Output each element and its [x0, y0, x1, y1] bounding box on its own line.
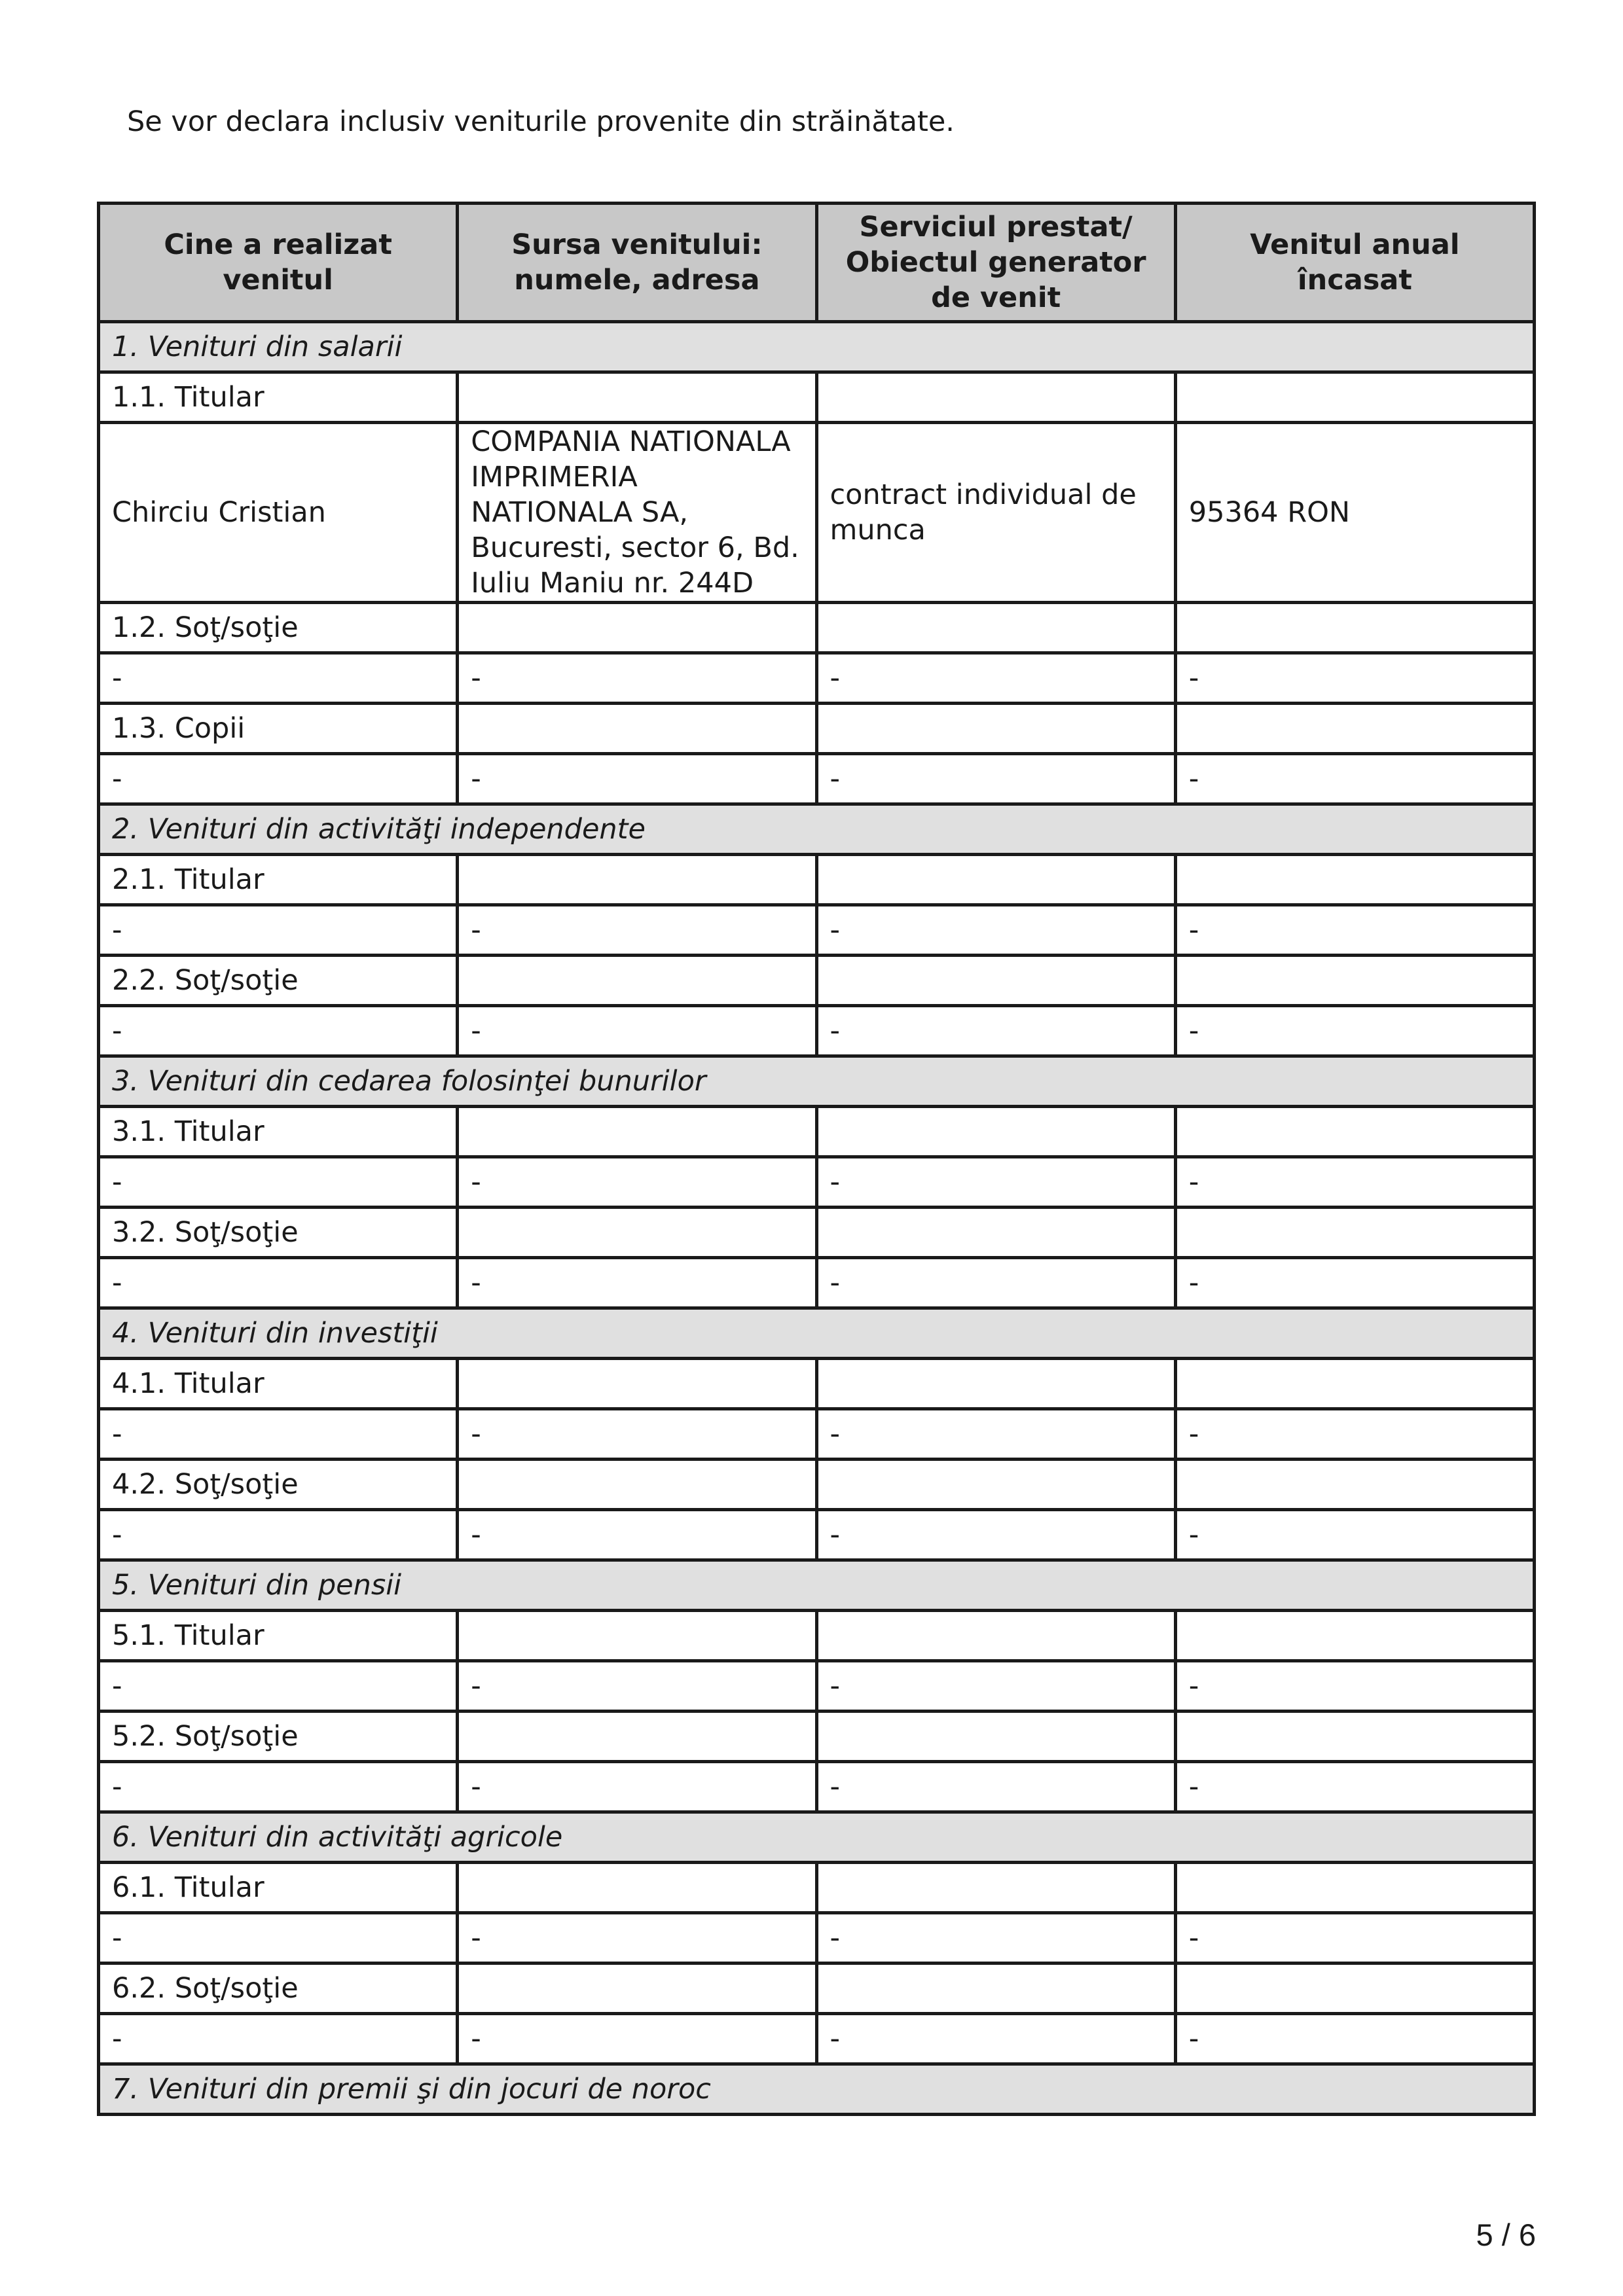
section-row — [99, 804, 1535, 855]
cell-income-source — [458, 1107, 816, 1157]
cell-income-earner: - — [99, 2014, 458, 2064]
header-service-provided: Serviciul prestat/ Obiectul generator de venit — [816, 204, 1175, 322]
table-row — [99, 1964, 1535, 2014]
cell-service-provided: - — [816, 1661, 1175, 1712]
cell-service-provided: - — [816, 1006, 1175, 1056]
table-row — [99, 603, 1535, 653]
cell-service-provided — [816, 1359, 1175, 1409]
cell-annual-income: - — [1175, 1157, 1534, 1208]
cell-service-provided — [816, 704, 1175, 754]
cell-income-earner: 2.1. Titular — [99, 855, 458, 905]
cell-income-source: COMPANIA NATIONALA IMPRIMERIA NATIONALA SA, Bucuresti, sector 6, Bd. Iuliu Maniu nr. 244D — [458, 423, 816, 603]
cell-income-earner: 1.1. Titular — [99, 372, 458, 423]
cell-annual-income: - — [1175, 653, 1534, 704]
table-row — [99, 1258, 1535, 1308]
cell-annual-income — [1175, 956, 1534, 1006]
table-row — [99, 1460, 1535, 1510]
table-row — [99, 754, 1535, 804]
cell-annual-income: - — [1175, 1661, 1534, 1712]
cell-annual-income — [1175, 1359, 1534, 1409]
cell-service-provided — [816, 1712, 1175, 1762]
cell-income-source — [458, 1712, 816, 1762]
cell-service-provided — [816, 1460, 1175, 1510]
cell-service-provided — [816, 603, 1175, 653]
section-row — [99, 1560, 1535, 1611]
cell-income-earner: - — [99, 1913, 458, 1964]
cell-service-provided — [816, 372, 1175, 423]
cell-annual-income — [1175, 1964, 1534, 2014]
cell-annual-income — [1175, 704, 1534, 754]
table-row — [99, 1359, 1535, 1409]
cell-income-source — [458, 1964, 816, 2014]
table-row — [99, 704, 1535, 754]
cell-service-provided — [816, 1611, 1175, 1661]
cell-service-provided: - — [816, 905, 1175, 956]
cell-service-provided — [816, 1107, 1175, 1157]
cell-income-earner: - — [99, 653, 458, 704]
table-row — [99, 1762, 1535, 1812]
cell-service-provided: - — [816, 2014, 1175, 2064]
cell-annual-income: - — [1175, 1006, 1534, 1056]
cell-income-earner: 3.1. Titular — [99, 1107, 458, 1157]
cell-service-provided: - — [816, 1913, 1175, 1964]
cell-annual-income — [1175, 1712, 1534, 1762]
cell-income-earner: 4.2. Soţ/soţie — [99, 1460, 458, 1510]
intro-note: Se vor declara inclusiv veniturile provenite din străinătate. — [127, 105, 955, 138]
cell-income-source: - — [458, 2014, 816, 2064]
cell-annual-income — [1175, 603, 1534, 653]
table-body — [99, 322, 1535, 2115]
cell-income-source — [458, 1359, 816, 1409]
cell-income-source: - — [458, 1762, 816, 1812]
section-row — [99, 2064, 1535, 2115]
cell-income-earner: 6.2. Soţ/soţie — [99, 1964, 458, 2014]
section-title: 6. Venituri din activităţi agricole — [99, 1812, 1535, 1863]
cell-income-source — [458, 1208, 816, 1258]
section-row — [99, 1812, 1535, 1863]
table-row — [99, 1863, 1535, 1913]
cell-income-source — [458, 1460, 816, 1510]
section-title: 1. Venituri din salarii — [99, 322, 1535, 372]
cell-annual-income — [1175, 1208, 1534, 1258]
cell-annual-income: 95364 RON — [1175, 423, 1534, 603]
cell-income-source: - — [458, 1258, 816, 1308]
header-income-source: Sursa venitului: numele, adresa — [458, 204, 816, 322]
cell-annual-income: - — [1175, 1409, 1534, 1460]
cell-income-earner: 6.1. Titular — [99, 1863, 458, 1913]
cell-income-earner: 1.3. Copii — [99, 704, 458, 754]
table-row — [99, 423, 1535, 603]
cell-annual-income: - — [1175, 1762, 1534, 1812]
cell-income-earner: 2.2. Soţ/soţie — [99, 956, 458, 1006]
section-title: 5. Venituri din pensii — [99, 1560, 1535, 1611]
cell-service-provided — [816, 956, 1175, 1006]
cell-income-earner: 5.2. Soţ/soţie — [99, 1712, 458, 1762]
header-income-earner: Cine a realizat venitul — [99, 204, 458, 322]
cell-annual-income: - — [1175, 1510, 1534, 1560]
table-row — [99, 1409, 1535, 1460]
cell-service-provided: - — [816, 754, 1175, 804]
cell-income-source: - — [458, 1006, 816, 1056]
cell-income-earner: - — [99, 1762, 458, 1812]
cell-annual-income — [1175, 1107, 1534, 1157]
cell-annual-income: - — [1175, 754, 1534, 804]
table-row — [99, 1157, 1535, 1208]
cell-income-earner: Chirciu Cristian — [99, 423, 458, 603]
cell-income-source: - — [458, 1913, 816, 1964]
cell-service-provided: - — [816, 1258, 1175, 1308]
cell-service-provided — [816, 1964, 1175, 2014]
table-row — [99, 1208, 1535, 1258]
cell-annual-income: - — [1175, 905, 1534, 956]
cell-service-provided: - — [816, 653, 1175, 704]
table-row — [99, 1510, 1535, 1560]
section-row — [99, 1056, 1535, 1107]
table-row — [99, 1611, 1535, 1661]
cell-service-provided — [816, 1863, 1175, 1913]
cell-annual-income: - — [1175, 1258, 1534, 1308]
cell-service-provided: - — [816, 1157, 1175, 1208]
section-title: 7. Venituri din premii şi din jocuri de noroc — [99, 2064, 1535, 2115]
cell-income-source — [458, 956, 816, 1006]
cell-service-provided — [816, 1208, 1175, 1258]
cell-income-source — [458, 855, 816, 905]
cell-income-earner: - — [99, 1409, 458, 1460]
cell-annual-income — [1175, 1611, 1534, 1661]
cell-income-source: - — [458, 905, 816, 956]
cell-service-provided: contract individual de munca — [816, 423, 1175, 603]
section-title: 4. Venituri din investiţii — [99, 1308, 1535, 1359]
table-row — [99, 1913, 1535, 1964]
cell-income-source: - — [458, 1510, 816, 1560]
cell-annual-income — [1175, 855, 1534, 905]
cell-service-provided — [816, 855, 1175, 905]
cell-income-source — [458, 603, 816, 653]
cell-income-earner: 3.2. Soţ/soţie — [99, 1208, 458, 1258]
cell-income-source — [458, 1863, 816, 1913]
cell-income-source: - — [458, 1157, 816, 1208]
cell-income-earner: 4.1. Titular — [99, 1359, 458, 1409]
cell-income-earner: - — [99, 1661, 458, 1712]
cell-income-earner: - — [99, 1157, 458, 1208]
table-row — [99, 1661, 1535, 1712]
table-row — [99, 905, 1535, 956]
header-annual-income: Venitul anual încasat — [1175, 204, 1534, 322]
cell-service-provided: - — [816, 1510, 1175, 1560]
cell-annual-income — [1175, 1863, 1534, 1913]
table-row — [99, 2014, 1535, 2064]
section-title: 3. Venituri din cedarea folosinţei bunurilor — [99, 1056, 1535, 1107]
income-table — [97, 202, 1536, 2116]
cell-income-source: - — [458, 1661, 816, 1712]
table-row — [99, 855, 1535, 905]
page-number: 5 / 6 — [1476, 2217, 1536, 2252]
cell-income-source — [458, 704, 816, 754]
cell-income-source: - — [458, 653, 816, 704]
table-row — [99, 1006, 1535, 1056]
cell-annual-income — [1175, 1460, 1534, 1510]
cell-income-earner: - — [99, 905, 458, 956]
cell-income-source — [458, 372, 816, 423]
section-title: 2. Venituri din activităţi independente — [99, 804, 1535, 855]
section-row — [99, 322, 1535, 372]
cell-income-source: - — [458, 754, 816, 804]
cell-income-source — [458, 1611, 816, 1661]
table-header-row — [99, 204, 1535, 322]
cell-income-earner: - — [99, 1258, 458, 1308]
section-row — [99, 1308, 1535, 1359]
cell-service-provided: - — [816, 1409, 1175, 1460]
cell-income-source: - — [458, 1409, 816, 1460]
cell-service-provided: - — [816, 1762, 1175, 1812]
cell-income-earner: - — [99, 1510, 458, 1560]
cell-income-earner: - — [99, 754, 458, 804]
cell-income-earner: 1.2. Soţ/soţie — [99, 603, 458, 653]
table-row — [99, 653, 1535, 704]
table-row — [99, 372, 1535, 423]
cell-annual-income: - — [1175, 1913, 1534, 1964]
table-row — [99, 1107, 1535, 1157]
table-row — [99, 1712, 1535, 1762]
cell-annual-income — [1175, 372, 1534, 423]
cell-income-earner: 5.1. Titular — [99, 1611, 458, 1661]
cell-annual-income: - — [1175, 2014, 1534, 2064]
table-row — [99, 956, 1535, 1006]
cell-income-earner: - — [99, 1006, 458, 1056]
